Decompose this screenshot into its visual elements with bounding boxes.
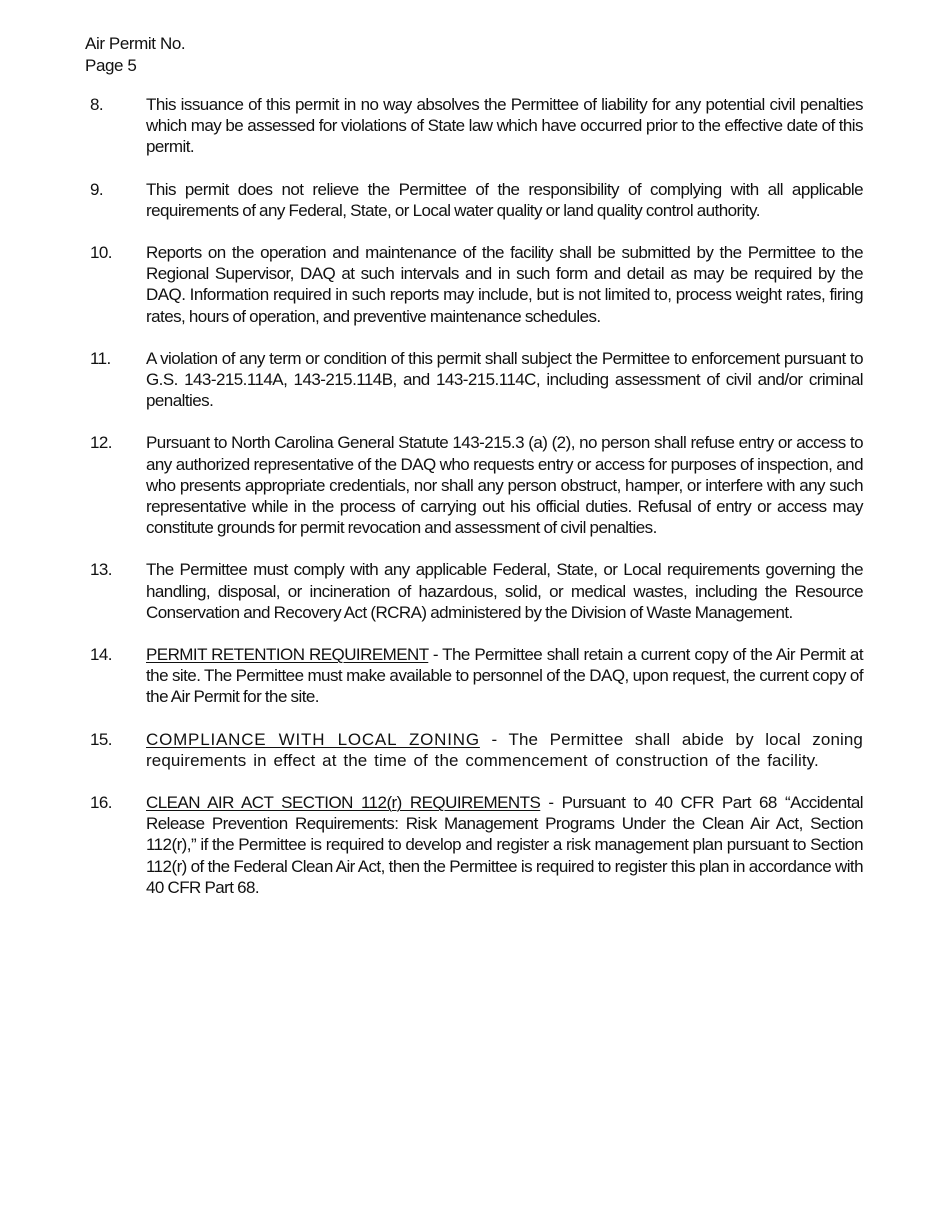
- condition-body: - The Permittee shall retain a current copy of the Air Permit at the site. The Permittee must make available to personnel of the DAQ, upon request, the current copy of the Air Permit for the site.: [146, 645, 863, 707]
- condition-body: This permit does not relieve the Permittee of the responsibility of complying with all applicable requirements of any Federal, State, or Local water quality or land quality control authority.: [146, 179, 863, 220]
- condition-text: [146, 94, 863, 158]
- condition-heading: COMPLIANCE WITH LOCAL ZONING: [146, 729, 480, 749]
- condition-item-12: [90, 432, 863, 538]
- condition-number: 9.: [90, 179, 104, 199]
- condition-number: 15.: [90, 729, 112, 749]
- condition-number: 8.: [90, 95, 104, 114]
- condition-text: [146, 644, 863, 708]
- condition-item-14: [90, 644, 863, 708]
- condition-item-13: [90, 559, 863, 623]
- condition-number: 14.: [90, 645, 112, 665]
- condition-body: Pursuant to North Carolina General Statute 143-215.3 (a) (2), no person shall refuse entry or access to any authorized representative of the DAQ who requests entry or access for purposes of inspection, and who presents appropriate credentials, nor shall any person obstruct, hamper, or interfere with any such representative while in the process of carrying out his official duties. Refusal of entry or access may constitute grounds for permit revocation and assessment of civil penalties.: [146, 433, 863, 538]
- condition-text: [146, 179, 863, 221]
- condition-number: 10.: [90, 243, 112, 263]
- permit-conditions-list: [90, 94, 863, 919]
- condition-text: [146, 242, 863, 327]
- condition-heading: CLEAN AIR ACT SECTION 112(r) REQUIREMENTS: [146, 793, 541, 813]
- condition-body: This issuance of this permit in no way absolves the Permittee of liability for any potential civil penalties which may be assessed for violations of State law which have occurred prior to the effective date of this permit.: [146, 95, 863, 157]
- condition-item-16: [90, 792, 863, 898]
- condition-text: [146, 729, 863, 771]
- page-number-label: Page 5: [85, 56, 137, 75]
- condition-number: 12.: [90, 433, 112, 453]
- condition-text: [146, 348, 863, 412]
- condition-item-10: [90, 242, 863, 327]
- condition-item-15: [90, 729, 863, 771]
- condition-item-11: [90, 348, 863, 412]
- condition-number: 13.: [90, 560, 112, 580]
- condition-number: 16.: [90, 793, 112, 813]
- condition-text: [146, 432, 863, 538]
- condition-body: Reports on the operation and maintenance of the facility shall be submitted by the Permittee to the Regional Supervisor, DAQ at such intervals and in such form and detail as may be required by the DAQ. Information required in such reports may include, but is not limited to, process weight rates, firing rates, hours of operation, and preventive maintenance schedules.: [146, 243, 863, 326]
- condition-body: The Permittee must comply with any applicable Federal, State, or Local requirements governing the handling, disposal, or incineration of hazardous, solid, or medical wastes, including the Resource Conservation and Recovery Act (RCRA) administered by the Division of Waste Management.: [146, 560, 863, 622]
- condition-text: [146, 792, 863, 898]
- condition-item-9: [90, 179, 863, 221]
- condition-item-8: [90, 94, 863, 158]
- condition-number: 11.: [90, 348, 111, 368]
- condition-heading: PERMIT RETENTION REQUIREMENT: [146, 645, 429, 665]
- permit-number-label: Air Permit No.: [85, 34, 186, 53]
- condition-body: - Pursuant to 40 CFR Part 68 “Accidental Release Prevention Requirements: Risk Management Programs Under the Clean Air Act, Section 112(r),” if the Permittee is required to develop and register a risk management plan pursuant to Section 112(r) of the Federal Clean Air Act, then the Permittee is required to register this plan in accordance with 40 CFR Part 68.: [146, 793, 863, 897]
- condition-body: A violation of any term or condition of this permit shall subject the Permittee to enforcement pursuant to G.S. 143-215.114A, 143-215.114B, and 143-215.114C, including assessment of civil and/or criminal penalties.: [146, 348, 863, 411]
- page-header: [85, 33, 185, 77]
- condition-body: - The Permittee shall abide by local zoning requirements in effect at the time of the commencement of construction of the facility.: [146, 729, 863, 770]
- condition-text: [146, 559, 863, 623]
